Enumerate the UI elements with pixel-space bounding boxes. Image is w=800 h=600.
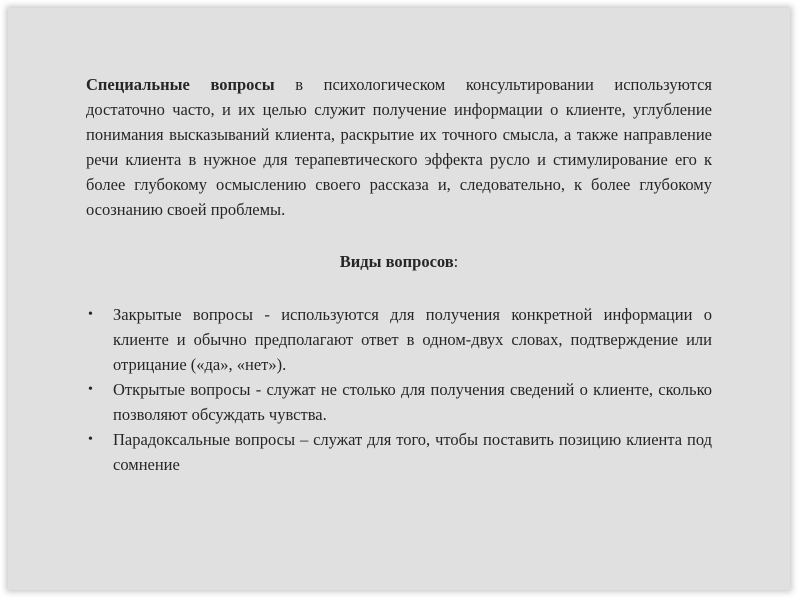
list-item-text: - служат не столько для получения сведений о клиенте, сколько позволяют обсуждать чувства.	[113, 380, 712, 424]
bullet-icon: •	[88, 432, 93, 447]
list-item-text: – служат для того, чтобы поставить позицию клиента под сомнение	[113, 430, 713, 474]
section-heading-label: Виды вопросов	[339, 252, 454, 271]
section-heading-colon: :	[453, 252, 459, 271]
slide-content	[86, 72, 712, 477]
list-item-closed-questions	[86, 302, 712, 377]
intro-term: Специальные вопросы	[86, 75, 275, 94]
section-heading	[86, 249, 712, 274]
slide	[8, 8, 790, 590]
intro-text: в психологическом консультировании используются достаточно часто, и их целью служит получение информации о клиенте, углубление понимания высказываний клиента, раскрытие их точного смысла, а также направление речи клиента в нужное для терапевтического эффекта русло и стимулирование его к более глубокому осмыслению своего рассказа и, следовательно, к более глубокому осознанию своей проблемы.	[86, 75, 713, 219]
list-item-term: Парадоксальные вопросы	[113, 430, 296, 449]
bullet-icon: •	[88, 382, 93, 397]
bullet-icon: •	[88, 307, 93, 322]
list-item-term: Закрытые вопросы	[113, 305, 253, 324]
question-types-list	[86, 302, 712, 477]
list-item-term: Открытые вопросы	[113, 380, 251, 399]
list-item-paradoxical-questions	[86, 427, 712, 477]
intro-paragraph	[86, 72, 712, 222]
list-item-text: - используются для получения конкретной информации о клиенте и обычно предполагают ответ в одном-двух словах, подтверждение или отрицание («да», «нет»).	[113, 305, 712, 374]
list-item-open-questions	[86, 377, 712, 427]
